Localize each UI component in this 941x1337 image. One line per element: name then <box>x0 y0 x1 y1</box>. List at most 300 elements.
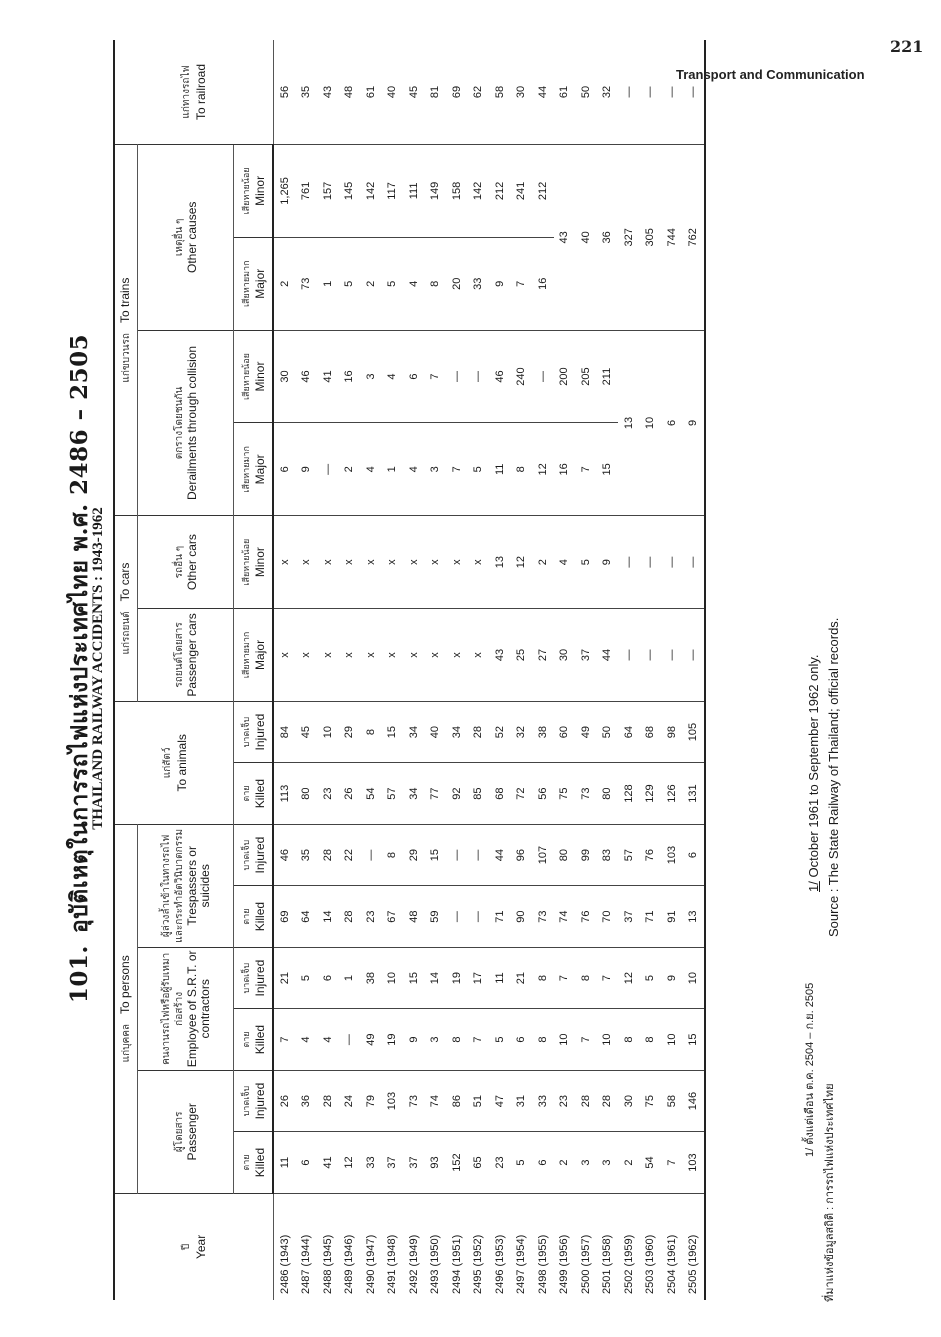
cell-anim-i: 38 <box>532 701 554 763</box>
subheader-minor-english: Minor <box>252 361 267 392</box>
header-to-cars-english: To cars <box>118 562 132 602</box>
cell-ocar-minor: — <box>661 516 683 609</box>
cell-emp-k: 49 <box>360 1009 382 1070</box>
cell-anim-i: 68 <box>640 701 662 763</box>
cell-anim-i: 105 <box>683 701 706 763</box>
header-to-trains-thai: แก่ขบวนรถ <box>121 333 132 383</box>
header-other-cars <box>138 516 234 609</box>
cell-pass-k: 37 <box>403 1132 425 1193</box>
cell-anim-k: 73 <box>575 763 597 824</box>
header-passenger-thai: ผู้โดยสาร <box>173 1111 185 1153</box>
cell-pass-k: 152 <box>446 1132 468 1193</box>
cell-year: 2493 (1950) <box>429 1234 442 1294</box>
cell-anim-k: 129 <box>640 763 662 824</box>
cell-pass-k: 65 <box>468 1132 490 1193</box>
cell-pcar-major: — <box>618 609 640 702</box>
subheader-injured-english: Injured <box>252 1082 267 1120</box>
cell-anim-k: 57 <box>382 763 404 824</box>
cell-ocar-minor: 13 <box>489 516 511 609</box>
header-other-causes-thai: เหตุอื่น ๆ <box>173 218 185 257</box>
cell-oth-merged: 744 <box>661 144 683 330</box>
footnote-thai-text: ตั้งแต่เดือน ต.ค. 2504 – ก.ย. 2505 <box>804 982 816 1145</box>
cell-der-minor: — <box>446 330 468 423</box>
cell-emp-i: 8 <box>532 947 554 1008</box>
subheader-minor-thai: เสียหายน้อย <box>240 538 251 586</box>
cell-rail: — <box>661 40 683 144</box>
subheader-major <box>234 423 274 516</box>
cell-tres-k: 74 <box>554 886 576 947</box>
cell-year: 2486 (1943) <box>278 1234 291 1294</box>
cell-tres-i: 46 <box>273 824 296 886</box>
subheader-killed-thai: ตาย <box>240 1031 251 1048</box>
cell-pass-i: 36 <box>296 1070 318 1131</box>
subheader-major <box>234 609 274 702</box>
cell-ocar-minor: x <box>339 516 361 609</box>
cell-pcar-major: — <box>661 609 683 702</box>
cell-emp-k: 8 <box>640 1009 662 1070</box>
header-year-thai: ปี <box>181 1243 193 1251</box>
cell-pass-k: 3 <box>597 1132 619 1193</box>
cell-pass-i: 58 <box>661 1070 683 1131</box>
subheader-killed-thai: ตาย <box>240 908 251 925</box>
cell-pass-k: 5 <box>511 1132 533 1193</box>
cell-year: 2488 (1945) <box>321 1234 334 1294</box>
header-to-railroad-english: To railroad <box>194 63 209 121</box>
cell-rail: 43 <box>317 40 339 144</box>
cell-rail: — <box>618 40 640 144</box>
cell-oth-major: 7 <box>511 237 533 330</box>
cell-oth-minor: 149 <box>425 144 447 237</box>
cell-oth-minor: 142 <box>360 144 382 237</box>
subheader-injured <box>234 701 274 763</box>
cell-oth-major: 2 <box>273 237 296 330</box>
subheader-minor-english: Minor <box>252 547 267 578</box>
cell-rail: 32 <box>597 40 619 144</box>
cell-anim-k: 92 <box>446 763 468 824</box>
cell-emp-i: 15 <box>403 947 425 1008</box>
cell-oth-minor: 212 <box>489 144 511 237</box>
subheader-major <box>234 237 274 330</box>
cell-tres-i: 29 <box>403 824 425 886</box>
cell-year: 2496 (1953) <box>493 1234 506 1294</box>
cell-anim-k: 54 <box>360 763 382 824</box>
cell-oth-major: 5 <box>382 237 404 330</box>
cell-emp-i: 7 <box>597 947 619 1008</box>
subheader-minor-english: Minor <box>252 175 267 206</box>
subheader-killed <box>234 886 274 947</box>
cell-der-minor: 200 <box>554 330 576 423</box>
table-row <box>403 40 425 1300</box>
cell-tres-k: 71 <box>640 886 662 947</box>
subheader-killed <box>234 763 274 824</box>
header-derailments-english: Derailments through collision <box>184 345 199 500</box>
cell-emp-k: 8 <box>446 1009 468 1070</box>
cell-oth-major: 5 <box>339 237 361 330</box>
cell-tres-i: 107 <box>532 824 554 886</box>
cell-der-minor: 205 <box>575 330 597 423</box>
header-year-english: Year <box>194 1234 209 1260</box>
footnote-english-text: October 1961 to September 1962 only. <box>806 654 821 878</box>
footnote-thai <box>800 983 818 1157</box>
cell-oth-minor: 142 <box>468 144 490 237</box>
subheader-injured <box>234 1070 274 1131</box>
source-thai-label: ที่มาแห่งข้อมูลสถิติ <box>824 1212 836 1302</box>
cell-pass-k: 103 <box>683 1132 706 1193</box>
cell-ocar-minor: x <box>468 516 490 609</box>
cell-rail: 58 <box>489 40 511 144</box>
header-other-cars-english: Other cars <box>184 534 199 591</box>
cell-tres-k: 69 <box>273 886 296 947</box>
cell-ocar-minor: x <box>317 516 339 609</box>
cell-der-major: 4 <box>403 423 425 516</box>
subheader-killed-english: Killed <box>252 778 267 809</box>
cell-pcar-major: x <box>317 609 339 702</box>
table-row <box>554 40 576 1300</box>
table-row <box>273 40 296 1300</box>
cell-oth-major: 1 <box>317 237 339 330</box>
header-to-trains <box>114 144 138 515</box>
cell-pass-i: 103 <box>382 1070 404 1131</box>
cell-rail: — <box>683 40 706 144</box>
cell-year: 2495 (1952) <box>472 1234 485 1294</box>
cell-pass-i: 33 <box>532 1070 554 1131</box>
cell-pcar-major: 37 <box>575 609 597 702</box>
header-to-cars-thai: แก่รถยนต์ <box>121 611 132 655</box>
table-row <box>339 40 361 1300</box>
cell-year: 2500 (1957) <box>579 1234 592 1294</box>
cell-pass-k: 23 <box>489 1132 511 1193</box>
subheader-minor-thai: เสียหายน้อย <box>240 167 251 215</box>
cell-tres-i: — <box>446 824 468 886</box>
cell-oth-merged: 327 <box>618 144 640 330</box>
cell-pass-k: 54 <box>640 1132 662 1193</box>
header-derailments <box>138 330 234 516</box>
cell-anim-k: 72 <box>511 763 533 824</box>
cell-der-minor: 46 <box>489 330 511 423</box>
cell-der-major: 9 <box>296 423 318 516</box>
cell-der-minor: 6 <box>403 330 425 423</box>
cell-oth-major: 4 <box>403 237 425 330</box>
cell-pcar-major: x <box>296 609 318 702</box>
cell-rail: 45 <box>403 40 425 144</box>
cell-pass-i: 74 <box>425 1070 447 1131</box>
cell-tres-i: — <box>360 824 382 886</box>
cell-ocar-minor: x <box>446 516 468 609</box>
cell-emp-i: 5 <box>296 947 318 1008</box>
cell-rail: 62 <box>468 40 490 144</box>
cell-pcar-major: 30 <box>554 609 576 702</box>
cell-pcar-major: 44 <box>597 609 619 702</box>
cell-der-major: 1 <box>382 423 404 516</box>
cell-anim-i: 40 <box>425 701 447 763</box>
cell-der-major: 3 <box>425 423 447 516</box>
cell-tres-k: 23 <box>360 886 382 947</box>
cell-oth-minor: 117 <box>382 144 404 237</box>
cell-der-major: 15 <box>597 423 619 516</box>
cell-pcar-major: 25 <box>511 609 533 702</box>
cell-der-major: 11 <box>489 423 511 516</box>
cell-ocar-minor: — <box>640 516 662 609</box>
cell-emp-i: 8 <box>575 947 597 1008</box>
cell-tres-k: 71 <box>489 886 511 947</box>
cell-pass-i: 31 <box>511 1070 533 1131</box>
cell-der-minor: 7 <box>425 330 447 423</box>
cell-pcar-major: 27 <box>532 609 554 702</box>
header-to-railroad-thai: แก่ทางรถไฟ <box>181 65 193 119</box>
cell-der-major: 2 <box>339 423 361 516</box>
header-trespassers-english: Trespassers or suicides <box>184 846 212 926</box>
cell-pass-k: 93 <box>425 1132 447 1193</box>
cell-der-major: 7 <box>575 423 597 516</box>
subheader-minor <box>234 516 274 609</box>
header-to-cars <box>114 516 138 702</box>
cell-emp-k: 4 <box>296 1009 318 1070</box>
cell-ocar-minor: 2 <box>532 516 554 609</box>
cell-oth-merged: 305 <box>640 144 662 330</box>
cell-anim-i: 8 <box>360 701 382 763</box>
cell-oth-major: 16 <box>532 237 554 330</box>
cell-pass-i: 30 <box>618 1070 640 1131</box>
subheader-injured-thai: บาดเจ็บ <box>240 839 251 871</box>
cell-pass-i: 86 <box>446 1070 468 1131</box>
cell-anim-i: 50 <box>597 701 619 763</box>
cell-tres-k: — <box>468 886 490 947</box>
cell-der-major: — <box>317 423 339 516</box>
cell-der-minor: 46 <box>296 330 318 423</box>
cell-tres-i: 8 <box>382 824 404 886</box>
cell-pcar-major: x <box>403 609 425 702</box>
cell-ocar-minor: 4 <box>554 516 576 609</box>
cell-pass-k: 41 <box>317 1132 339 1193</box>
cell-pass-k: 2 <box>618 1132 640 1193</box>
cell-ocar-minor: — <box>683 516 706 609</box>
cell-pass-i: 146 <box>683 1070 706 1131</box>
cell-emp-k: 3 <box>425 1009 447 1070</box>
cell-der-minor: 4 <box>382 330 404 423</box>
cell-anim-i: 32 <box>511 701 533 763</box>
cell-year: 2501 (1958) <box>601 1234 614 1294</box>
cell-der-major: 6 <box>273 423 296 516</box>
source-english: Source : The State Railway of Thailand; official records. <box>826 617 841 937</box>
cell-anim-k: 113 <box>273 763 296 824</box>
cell-tres-k: 14 <box>317 886 339 947</box>
cell-tres-k: — <box>446 886 468 947</box>
cell-emp-i: 10 <box>683 947 706 1008</box>
subheader-killed-english: Killed <box>252 901 267 932</box>
cell-ocar-minor: 9 <box>597 516 619 609</box>
cell-emp-i: 17 <box>468 947 490 1008</box>
cell-anim-k: 34 <box>403 763 425 824</box>
subheader-major-english: Major <box>252 454 267 485</box>
cell-pass-i: 73 <box>403 1070 425 1131</box>
table-row <box>425 40 447 1300</box>
cell-tres-i: 22 <box>339 824 361 886</box>
cell-emp-k: 7 <box>273 1009 296 1070</box>
cell-anim-i: 15 <box>382 701 404 763</box>
cell-oth-merged: 762 <box>683 144 706 330</box>
cell-emp-i: 12 <box>618 947 640 1008</box>
cell-anim-k: 85 <box>468 763 490 824</box>
cell-emp-i: 1 <box>339 947 361 1008</box>
subheader-major-english: Major <box>252 639 267 670</box>
cell-emp-i: 10 <box>382 947 404 1008</box>
cell-pass-i: 28 <box>575 1070 597 1131</box>
cell-ocar-minor: x <box>273 516 296 609</box>
cell-der-major: 8 <box>511 423 533 516</box>
header-passenger-cars-english: Passenger cars <box>184 613 199 697</box>
cell-oth-minor: 111 <box>403 144 425 237</box>
subheader-major-english: Major <box>252 268 267 299</box>
subheader-killed-english: Killed <box>252 1024 267 1055</box>
cell-year: 2494 (1951) <box>450 1234 463 1294</box>
cell-oth-major: 8 <box>425 237 447 330</box>
cell-pcar-major: x <box>382 609 404 702</box>
cell-oth-merged: 43 <box>554 144 576 330</box>
cell-year: 2490 (1947) <box>364 1234 377 1294</box>
cell-der-minor: — <box>532 330 554 423</box>
cell-pass-k: 6 <box>296 1132 318 1193</box>
cell-oth-minor: 158 <box>446 144 468 237</box>
footnote-english <box>806 654 821 892</box>
cell-emp-k: 8 <box>532 1009 554 1070</box>
cell-anim-i: 28 <box>468 701 490 763</box>
cell-tres-k: 48 <box>403 886 425 947</box>
cell-pass-i: 79 <box>360 1070 382 1131</box>
table-row <box>683 40 706 1300</box>
title-thai-text: อุบัติเหตุในการรถไฟแห่งประเทศไทย พ.ศ. 2486 – 2505 <box>66 333 93 934</box>
header-to-railroad <box>114 40 273 144</box>
cell-tres-k: 67 <box>382 886 404 947</box>
header-to-animals-english: To animals <box>174 734 189 792</box>
table-row <box>575 40 597 1300</box>
cell-rail: 44 <box>532 40 554 144</box>
cell-rail: 56 <box>273 40 296 144</box>
subheader-major-thai: เสียหายมาก <box>240 446 251 493</box>
cell-anim-i: 10 <box>317 701 339 763</box>
cell-pcar-major: x <box>273 609 296 702</box>
header-trespassers <box>138 824 234 947</box>
cell-der-merged: 6 <box>661 330 683 516</box>
cell-anim-k: 26 <box>339 763 361 824</box>
header-employee-english: Employee of S.R.T. or contractors <box>184 950 212 1068</box>
cell-tres-k: 37 <box>618 886 640 947</box>
cell-pass-i: 23 <box>554 1070 576 1131</box>
subheader-killed-english: Killed <box>252 1147 267 1178</box>
cell-tres-k: 73 <box>532 886 554 947</box>
cell-emp-i: 7 <box>554 947 576 1008</box>
cell-tres-k: 28 <box>339 886 361 947</box>
subheader-killed-thai: ตาย <box>240 785 251 802</box>
cell-anim-i: 60 <box>554 701 576 763</box>
cell-year: 2505 (1962) <box>683 1193 706 1300</box>
cell-ocar-minor: x <box>382 516 404 609</box>
cell-der-major: 7 <box>446 423 468 516</box>
cell-emp-k: 10 <box>661 1009 683 1070</box>
cell-pcar-major: x <box>468 609 490 702</box>
cell-anim-k: 80 <box>296 763 318 824</box>
cell-oth-minor: 1,265 <box>273 144 296 237</box>
table-row <box>382 40 404 1300</box>
cell-emp-k: 19 <box>382 1009 404 1070</box>
cell-tres-i: 15 <box>425 824 447 886</box>
cell-anim-k: 68 <box>489 763 511 824</box>
cell-year: 2489 (1946) <box>343 1234 356 1294</box>
cell-der-major: 4 <box>360 423 382 516</box>
header-employee-thai: คนงานรถไฟหรือผู้รับเหมาก่อสร้าง <box>160 952 185 1065</box>
source-thai-text: การรถไฟแห่งประเทศไทย <box>824 1083 836 1204</box>
cell-pcar-major: — <box>683 609 706 702</box>
header-to-persons-english: To persons <box>118 955 132 1014</box>
cell-emp-i: 14 <box>425 947 447 1008</box>
cell-emp-i: 21 <box>511 947 533 1008</box>
cell-tres-i: 83 <box>597 824 619 886</box>
cell-emp-k: 4 <box>317 1009 339 1070</box>
cell-der-minor: — <box>468 330 490 423</box>
cell-oth-major: 2 <box>360 237 382 330</box>
cell-oth-major: 73 <box>296 237 318 330</box>
cell-der-minor: 240 <box>511 330 533 423</box>
cell-year: 2504 (1961) <box>665 1234 678 1294</box>
cell-rail: 35 <box>296 40 318 144</box>
subheader-minor <box>234 330 274 423</box>
subheader-major-thai: เสียหายมาก <box>240 260 251 308</box>
table-title-english: THAILAND RAILWAY ACCIDENTS : 1943-1962 <box>90 507 106 830</box>
cell-tres-i: 76 <box>640 824 662 886</box>
subheader-minor-thai: เสียหายน้อย <box>240 353 251 401</box>
cell-der-major: 5 <box>468 423 490 516</box>
cell-der-minor: 211 <box>597 330 619 423</box>
cell-der-merged: 10 <box>640 330 662 516</box>
header-to-animals-thai: แก่สัตว์ <box>161 747 173 779</box>
header-passenger <box>138 1070 234 1193</box>
cell-pass-i: 28 <box>317 1070 339 1131</box>
table-row <box>296 40 318 1300</box>
cell-tres-i: 96 <box>511 824 533 886</box>
subheader-injured-english: Injured <box>252 713 267 751</box>
cell-tres-i: 99 <box>575 824 597 886</box>
cell-tres-k: 90 <box>511 886 533 947</box>
cell-rail: 30 <box>511 40 533 144</box>
table-row <box>446 40 468 1300</box>
source-english-text: The State Railway of Thailand; official records. <box>826 617 841 886</box>
subheader-injured-english: Injured <box>252 959 267 997</box>
cell-der-minor: 41 <box>317 330 339 423</box>
cell-pcar-major: — <box>640 609 662 702</box>
cell-tres-i: 28 <box>317 824 339 886</box>
cell-tres-i: 103 <box>661 824 683 886</box>
table-row <box>360 40 382 1300</box>
cell-pass-i: 75 <box>640 1070 662 1131</box>
subheader-row <box>234 40 274 1300</box>
cell-tres-i: 35 <box>296 824 318 886</box>
header-other-cars-thai: รถอื่น ๆ <box>173 545 185 579</box>
cell-oth-major: 33 <box>468 237 490 330</box>
header-other-causes-english: Other causes <box>184 201 199 273</box>
cell-ocar-minor: 12 <box>511 516 533 609</box>
cell-tres-k: 13 <box>683 886 706 947</box>
cell-anim-i: 45 <box>296 701 318 763</box>
cell-pcar-major: x <box>446 609 468 702</box>
cell-rail: 40 <box>382 40 404 144</box>
header-trespassers-thai: ผู้ล่วงล้ำเข้าในทางรถไฟ และกระทำอัตวินิบาตกรรม <box>160 828 185 943</box>
cell-anim-i: 84 <box>273 701 296 763</box>
cell-oth-merged: 40 <box>575 144 597 330</box>
cell-pcar-major: 43 <box>489 609 511 702</box>
cell-anim-i: 52 <box>489 701 511 763</box>
subheader-injured-thai: บาดเจ็บ <box>240 1085 251 1117</box>
cell-ocar-minor: x <box>425 516 447 609</box>
cell-tres-i: 80 <box>554 824 576 886</box>
